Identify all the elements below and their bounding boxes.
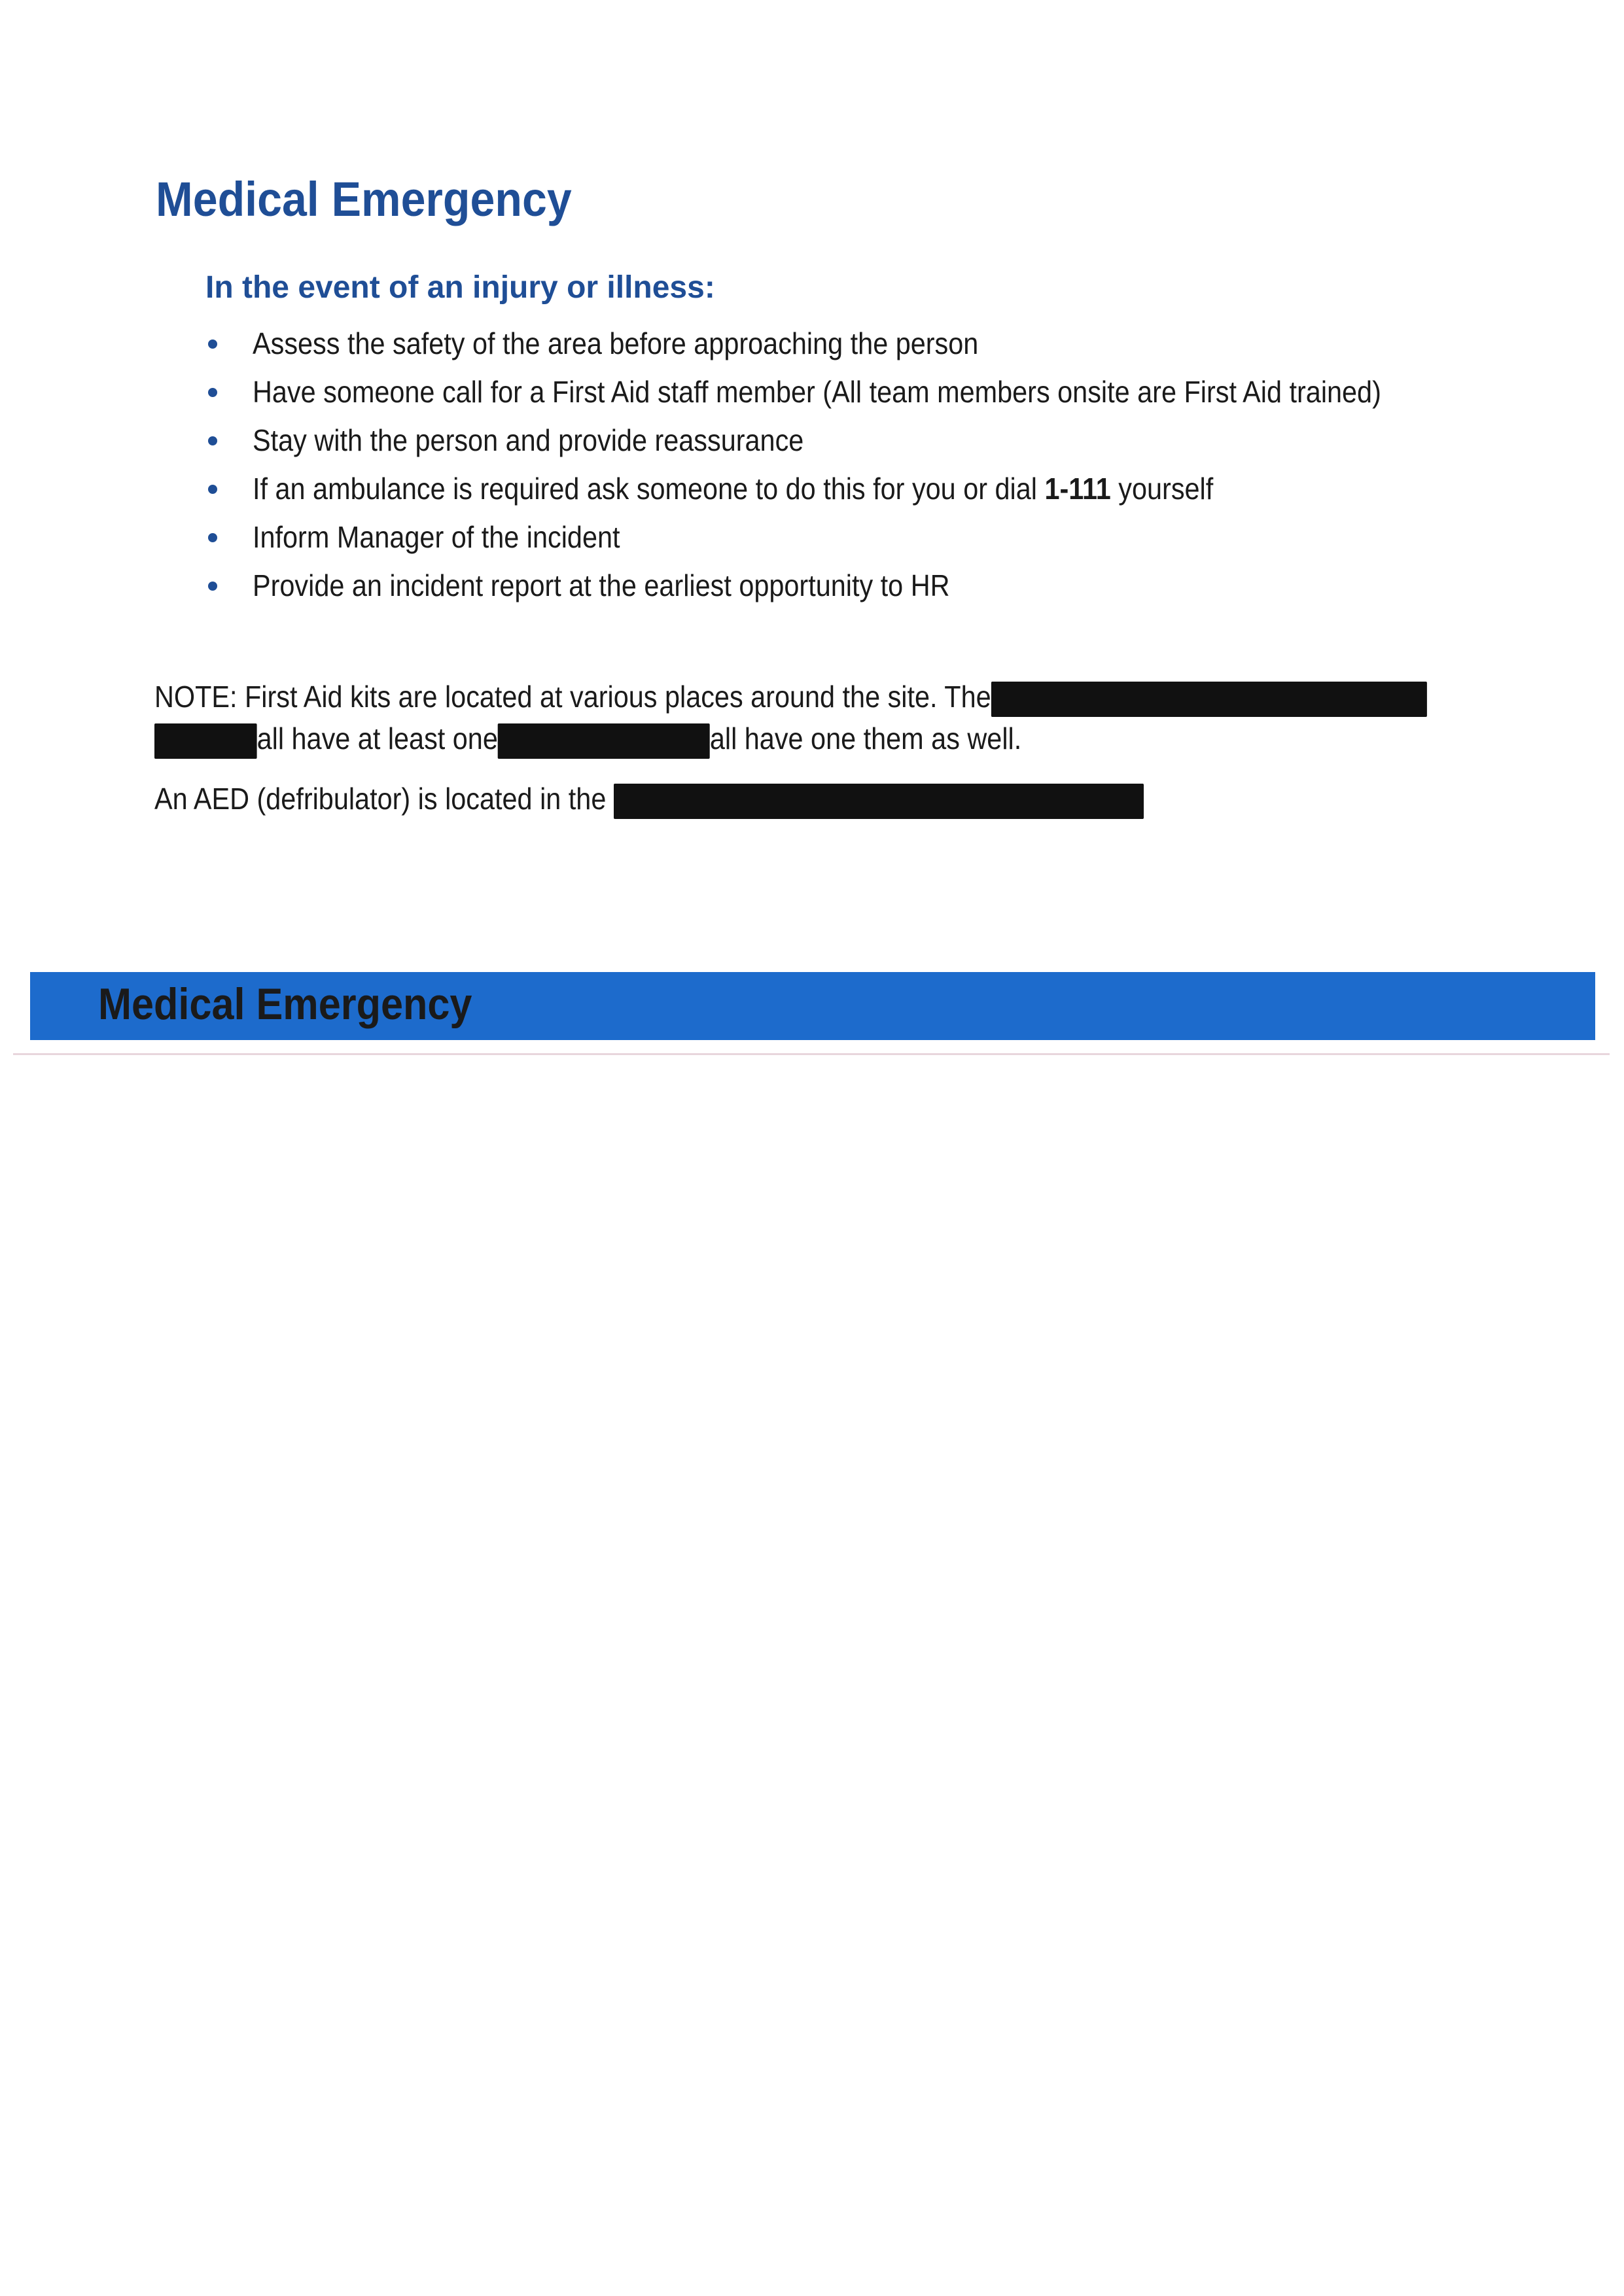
step-text [253, 464, 1213, 513]
step-text: Provide an incident report at the earliest opportunity to HR [253, 568, 950, 602]
divider [13, 1053, 1610, 1055]
bullet-icon [208, 388, 217, 397]
step-text-part: If an ambulance is required ask someone to do this for you or dial [253, 472, 1045, 506]
aed-line [154, 779, 1144, 818]
note-line-1 [154, 677, 1427, 716]
redaction-block [154, 723, 257, 759]
section-heading: In the event of an injury or illness: [205, 270, 715, 305]
emergency-number: 1-111 [1044, 472, 1111, 506]
step-text-part: yourself [1110, 472, 1214, 506]
note-text: NOTE: First Aid kits are located at various places around the site. The [154, 680, 991, 714]
bullet-icon [208, 436, 217, 445]
step-text: Stay with the person and provide reassurance [253, 423, 804, 457]
page-title: Medical Emergency [156, 172, 572, 226]
note-text: all have one them as well. [709, 722, 1022, 756]
bullet-icon [208, 582, 217, 591]
footer-banner [30, 972, 1595, 1040]
bullet-icon [208, 533, 217, 542]
banner-title: Medical Emergency [98, 979, 472, 1029]
step-text: Have someone call for a First Aid staff member (All team members onsite are First Aid trained) [253, 375, 1381, 409]
note-text: all have at least one [256, 722, 498, 756]
bullet-icon [208, 339, 217, 349]
step-text: Assess the safety of the area before approaching the person [253, 326, 979, 360]
redaction-block [614, 784, 1144, 819]
step-text: Inform Manager of the incident [253, 520, 620, 554]
redaction-block [498, 723, 710, 759]
bullet-icon [208, 485, 217, 494]
aed-text: An AED (defribulator) is located in the [154, 782, 607, 816]
note-line-2 [154, 719, 1021, 758]
redaction-block [991, 682, 1427, 717]
